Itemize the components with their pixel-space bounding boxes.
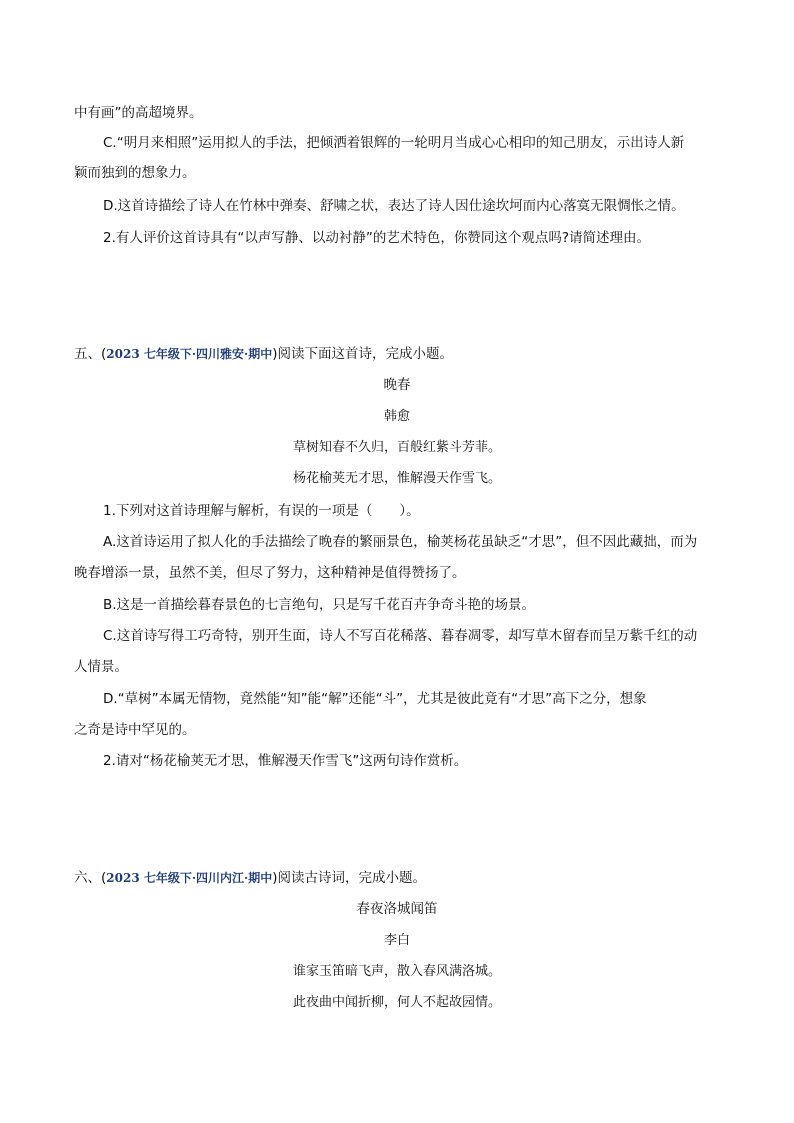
section-5-heading	[74, 345, 453, 363]
option-c-line1: C.这首诗写得工巧奇特，别开生面，诗人不写百花稀落、暮春凋零，却写草木留春而呈万紫千红的动	[103, 628, 698, 644]
section-6-suffix: )阅读古诗词，完成小题。	[272, 870, 426, 886]
poem-title: 春夜洛城闻笛	[356, 901, 438, 917]
option-a-line2: 晚春增添一景，虽然不美，但尽了努力，这种精神是值得赞扬了。	[74, 565, 466, 581]
section-5-suffix: )阅读下面这首诗，完成小题。	[272, 346, 453, 362]
continued-text: 中有画”的高超境界。	[74, 105, 203, 121]
option-c-line2: 人情景。	[74, 659, 128, 675]
poem-line-1: 草树知春不久归，百般红紫斗芳菲。	[292, 440, 501, 455]
question-1: 1.下列对这首诗理解与解析，有误的一项是（ ）。	[103, 503, 420, 519]
section-5-prefix: 五、(	[74, 346, 107, 362]
option-c-line2: 颖而独到的想象力。	[74, 165, 196, 181]
poem-line-2: 杨花榆荚无才思，惟解漫天作雪飞。	[292, 471, 501, 486]
option-b: B.这是一首描绘暮春景色的七言绝句，只是写千花百卉争奇斗艳的场景。	[103, 597, 536, 613]
option-d-line2: 之奇是诗中罕见的。	[74, 722, 196, 738]
section-6-source: 2023 七年级下·四川内江·期中	[106, 871, 273, 885]
poem-author: 李白	[383, 933, 410, 948]
question-2: 2.请对“杨花榆荚无才思，惟解漫天作雪飞”这两句诗作赏析。	[103, 753, 468, 769]
option-d: D.这首诗描绘了诗人在竹林中弹奏、舒啸之状，表达了诗人因仕途坎坷而内心落寞无限惆怅之情。	[103, 198, 685, 214]
section-6-heading	[74, 869, 426, 887]
poem-title: 晚春	[383, 377, 411, 393]
poem-line-1: 谁家玉笛暗飞声，散入春风满洛城。	[292, 964, 501, 979]
section-5-source: 2023 七年级下·四川雅安·期中	[106, 347, 273, 361]
poem-author: 韩愈	[383, 409, 410, 424]
option-d-line1: D.“草树”本属无情物，竟然能“知”能“解”还能“斗”，尤其是彼此竟有“才思”高下之分，想象	[103, 691, 647, 707]
poem-line-2: 此夜曲中闻折柳，何人不起故园情。	[292, 995, 501, 1010]
section-6-prefix: 六、(	[74, 870, 107, 886]
option-c-line1: C.“明月来相照”运用拟人的手法，把倾洒着银辉的一轮明月当成心心相印的知己朋友，示出诗人新	[103, 135, 685, 151]
option-a-line1: A.这首诗运用了拟人化的手法描绘了晚春的繁丽景色，榆荚杨花虽缺乏“才思”，但不因此藏拙，而为	[103, 534, 698, 550]
question-2: 2.有人评价这首诗具有“以声写静、以动衬静”的艺术特色，你赞同这个观点吗?请简述理由。	[103, 230, 651, 246]
